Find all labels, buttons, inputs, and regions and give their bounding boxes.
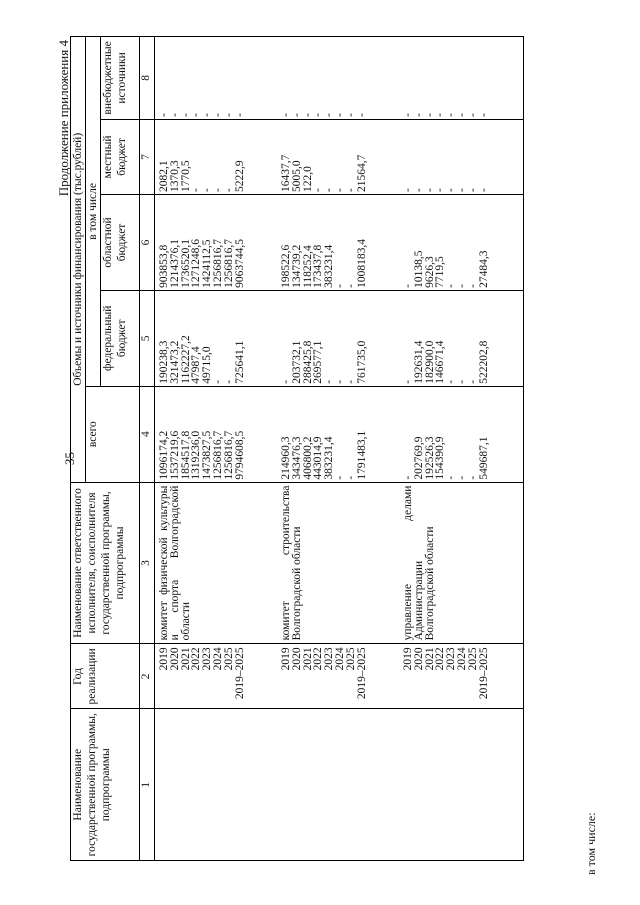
executor-cell: комитет физической культуры и спорта Волгоградской области bbox=[155, 482, 278, 644]
value-line: 9063744,5 bbox=[233, 239, 246, 288]
value-line: - bbox=[455, 284, 468, 288]
value-line: 2021 bbox=[301, 647, 314, 671]
column-number: 5 bbox=[140, 290, 155, 386]
value-line: 1370,3 bbox=[168, 160, 181, 193]
value-line: 2025 bbox=[222, 647, 235, 671]
federal-cell bbox=[155, 290, 278, 386]
value-line: 1537219,6 bbox=[168, 430, 181, 480]
column-number: 4 bbox=[140, 386, 155, 482]
value-line: 203732,1 bbox=[290, 340, 303, 384]
table-row bbox=[155, 37, 278, 861]
value-line: - bbox=[455, 379, 468, 384]
column-number: 6 bbox=[140, 195, 155, 291]
value-line: 21564,7 bbox=[355, 154, 368, 193]
page-number: 35 bbox=[62, 452, 77, 465]
value-line: 190238,3 bbox=[158, 340, 170, 384]
value-line: 16437,7 bbox=[280, 154, 292, 193]
value-line: - bbox=[301, 112, 314, 117]
header-program-name: Наименование государственной программы, подпрограммы bbox=[71, 709, 140, 861]
value-line: 1256816,7 bbox=[211, 430, 224, 480]
value-line: 134739,2 bbox=[290, 244, 303, 288]
value-line: 1214376,1 bbox=[168, 239, 181, 288]
value-line: - bbox=[333, 475, 346, 480]
value-line: - bbox=[312, 188, 325, 193]
local-cell bbox=[155, 119, 278, 194]
value-line: - bbox=[455, 475, 468, 480]
header-local: местный бюджет bbox=[101, 119, 140, 194]
value-line: - bbox=[412, 112, 425, 117]
value-line: - bbox=[455, 188, 468, 193]
value-line: 1256816,7 bbox=[222, 239, 235, 288]
value-line: - bbox=[412, 188, 425, 193]
value-line: 1319236,0 bbox=[190, 430, 203, 480]
value-line: - bbox=[434, 112, 447, 117]
value-line: 10138,5 bbox=[412, 250, 425, 288]
value-line: 2023 bbox=[445, 647, 458, 671]
value-line: - bbox=[222, 112, 235, 117]
value-line: 146671,4 bbox=[434, 340, 447, 384]
value-line: 2020 bbox=[412, 647, 425, 671]
value-line: 202769,9 bbox=[412, 436, 425, 480]
value-line: 2020 bbox=[168, 647, 181, 671]
value-line: - bbox=[466, 284, 479, 288]
value-line: 173437,8 bbox=[312, 244, 325, 288]
header-year: Год реализации bbox=[71, 644, 140, 709]
value-line: - bbox=[201, 188, 214, 193]
header-regional: областной бюджет bbox=[101, 195, 140, 291]
local-cell bbox=[277, 119, 399, 194]
value-line: 1424112,5 bbox=[201, 239, 214, 288]
value-line: 1008183,4 bbox=[355, 239, 368, 288]
value-line: - bbox=[344, 379, 357, 384]
header-including: в том числе bbox=[86, 37, 101, 387]
value-line: 1854517,8 bbox=[179, 430, 192, 480]
value-line: - bbox=[402, 284, 414, 288]
value-line: 49715,0 bbox=[201, 346, 214, 384]
value-line: - bbox=[445, 284, 458, 288]
executor-cell: комитет строительства Волгоградской области bbox=[277, 482, 399, 644]
program-name-cell bbox=[277, 709, 399, 861]
value-line: 2021 bbox=[179, 647, 192, 671]
value-line: 2019 bbox=[158, 647, 170, 671]
column-number: 7 bbox=[140, 119, 155, 194]
column-number: 2 bbox=[140, 644, 155, 709]
value-line: 383231,4 bbox=[323, 436, 336, 480]
regional-cell bbox=[399, 195, 524, 291]
value-line: - bbox=[333, 112, 346, 117]
value-line: - bbox=[477, 112, 490, 117]
header-funding: Объемы и источники финансирования (тыс.рублей) bbox=[71, 37, 86, 483]
value-line: 9794608,5 bbox=[233, 430, 246, 480]
value-line: 406800,2 bbox=[301, 436, 314, 480]
value-line: 5005,0 bbox=[290, 160, 303, 193]
value-line: - bbox=[280, 112, 292, 117]
value-line: - bbox=[402, 475, 414, 480]
value-line: - bbox=[466, 379, 479, 384]
value-line: - bbox=[445, 188, 458, 193]
value-line: - bbox=[466, 188, 479, 193]
value-line: 2024 bbox=[455, 647, 468, 671]
value-line: 903853,8 bbox=[158, 244, 170, 288]
value-line: 1096174,2 bbox=[158, 430, 170, 480]
financing-table bbox=[70, 36, 524, 861]
value-line: - bbox=[211, 112, 224, 117]
value-line: 725641,1 bbox=[233, 340, 246, 384]
value-line: - bbox=[402, 188, 414, 193]
value-line: 2019–2025 bbox=[233, 647, 246, 700]
value-line: 2019 bbox=[280, 647, 292, 671]
value-line: - bbox=[222, 379, 235, 384]
value-line: - bbox=[344, 475, 357, 480]
value-line: - bbox=[455, 112, 468, 117]
value-line: 192631,4 bbox=[412, 340, 425, 384]
continuation-title: Продолжение приложения 4 bbox=[56, 40, 71, 197]
value-line: 2019 bbox=[402, 647, 414, 671]
value-line: 1791483,1 bbox=[355, 430, 368, 480]
value-line: 154390,9 bbox=[434, 436, 447, 480]
value-line: - bbox=[445, 475, 458, 480]
value-line: 321473,2 bbox=[168, 340, 181, 384]
value-line: - bbox=[355, 112, 368, 117]
value-line: 2024 bbox=[333, 647, 346, 671]
value-line: - bbox=[190, 112, 203, 117]
extra-cell bbox=[399, 37, 524, 120]
value-line: 27484,3 bbox=[477, 250, 490, 288]
value-line: - bbox=[312, 112, 325, 117]
value-line: 2022 bbox=[312, 647, 325, 671]
value-line: 1256816,7 bbox=[222, 430, 235, 480]
value-line: - bbox=[344, 188, 357, 193]
value-line: 2082,1 bbox=[158, 160, 170, 193]
value-line: 182900,0 bbox=[423, 340, 436, 384]
column-number: 8 bbox=[140, 37, 155, 120]
value-line: - bbox=[323, 188, 336, 193]
column-number: 3 bbox=[140, 482, 155, 644]
value-line: 122,0 bbox=[301, 166, 314, 193]
value-line: - bbox=[323, 112, 336, 117]
value-line: - bbox=[466, 112, 479, 117]
value-line: 192526,3 bbox=[423, 436, 436, 480]
value-line: 443014,9 bbox=[312, 436, 325, 480]
program-name-cell bbox=[399, 709, 524, 861]
federal-cell bbox=[277, 290, 399, 386]
value-line: - bbox=[290, 112, 303, 117]
value-line: 2022 bbox=[190, 647, 203, 671]
value-line: 9626,3 bbox=[423, 256, 436, 288]
value-line: - bbox=[333, 188, 346, 193]
value-line: - bbox=[190, 188, 203, 193]
value-line: 1736520,1 bbox=[179, 239, 192, 288]
value-line: - bbox=[402, 112, 414, 117]
header-extrabudget: внебюджетные источники bbox=[101, 37, 140, 120]
value-line: - bbox=[445, 379, 458, 384]
value-line: 761735,0 bbox=[355, 340, 368, 384]
value-line: - bbox=[423, 188, 436, 193]
value-line: 522202,8 bbox=[477, 340, 490, 384]
top-strip bbox=[0, 0, 15, 905]
value-line: - bbox=[466, 475, 479, 480]
value-line: 2019–2025 bbox=[355, 647, 368, 700]
value-line: 2020 bbox=[290, 647, 303, 671]
header-total: всего bbox=[86, 386, 140, 482]
value-line: 214960,3 bbox=[280, 436, 292, 480]
value-line: - bbox=[201, 112, 214, 117]
value-line: 288425,8 bbox=[301, 340, 314, 384]
value-line: 1162227,2 bbox=[179, 335, 192, 384]
value-line: 198522,6 bbox=[280, 244, 292, 288]
total-cell bbox=[277, 386, 399, 482]
total-cell bbox=[399, 386, 524, 482]
extra-cell bbox=[155, 37, 278, 120]
header-federal: федеральный бюджет bbox=[101, 290, 140, 386]
value-line: 2024 bbox=[211, 647, 224, 671]
value-line: 5222,9 bbox=[233, 160, 246, 193]
value-line: 1473827,5 bbox=[201, 430, 214, 480]
year-cell bbox=[155, 644, 278, 709]
value-line: 343476,3 bbox=[290, 436, 303, 480]
value-line: 1271248,6 bbox=[190, 239, 203, 288]
column-number: 1 bbox=[140, 709, 155, 861]
table-row bbox=[399, 37, 524, 861]
value-line: - bbox=[179, 112, 192, 117]
local-cell bbox=[399, 119, 524, 194]
executor-cell: управление делами Администрации Волгоградской области bbox=[399, 482, 524, 644]
value-line: 549687,1 bbox=[477, 436, 490, 480]
regional-cell bbox=[277, 195, 399, 291]
value-line: 2019–2025 bbox=[477, 647, 490, 700]
total-cell bbox=[155, 386, 278, 482]
value-line: - bbox=[233, 112, 246, 117]
value-line: - bbox=[402, 379, 414, 384]
value-line: - bbox=[211, 188, 224, 193]
value-line: - bbox=[423, 112, 436, 117]
value-line: 383231,4 bbox=[323, 244, 336, 288]
value-line: - bbox=[445, 112, 458, 117]
value-line: - bbox=[211, 379, 224, 384]
value-line: - bbox=[477, 188, 490, 193]
value-line: - bbox=[222, 188, 235, 193]
value-line: - bbox=[333, 284, 346, 288]
value-line: 2025 bbox=[344, 647, 357, 671]
value-line: - bbox=[280, 379, 292, 384]
value-line: 2023 bbox=[323, 647, 336, 671]
value-line: 2021 bbox=[423, 647, 436, 671]
value-line: 1256816,7 bbox=[211, 239, 224, 288]
value-line: - bbox=[344, 112, 357, 117]
value-line: 1770,5 bbox=[179, 160, 192, 193]
value-line: 2022 bbox=[434, 647, 447, 671]
value-line: - bbox=[434, 188, 447, 193]
value-line: - bbox=[168, 112, 181, 117]
table-row bbox=[277, 37, 399, 861]
header-executor: Наименование ответственного исполнителя, соисполнителя государственной программы, подпрограммы bbox=[71, 482, 140, 644]
extra-cell bbox=[277, 37, 399, 120]
value-line: - bbox=[323, 379, 336, 384]
regional-cell bbox=[155, 195, 278, 291]
value-line: - bbox=[333, 379, 346, 384]
federal-cell bbox=[399, 290, 524, 386]
value-line: 2025 bbox=[466, 647, 479, 671]
value-line: - bbox=[158, 112, 170, 117]
value-line: 2023 bbox=[201, 647, 214, 671]
year-cell bbox=[277, 644, 399, 709]
intro-label: в том числе: bbox=[584, 812, 598, 875]
value-line: 7719,5 bbox=[434, 256, 447, 288]
program-name-cell bbox=[155, 709, 278, 861]
year-cell bbox=[399, 644, 524, 709]
value-line: 47987,4 bbox=[190, 346, 203, 384]
value-line: - bbox=[344, 284, 357, 288]
value-line: 269577,1 bbox=[312, 340, 325, 384]
value-line: 118252,4 bbox=[301, 245, 314, 288]
